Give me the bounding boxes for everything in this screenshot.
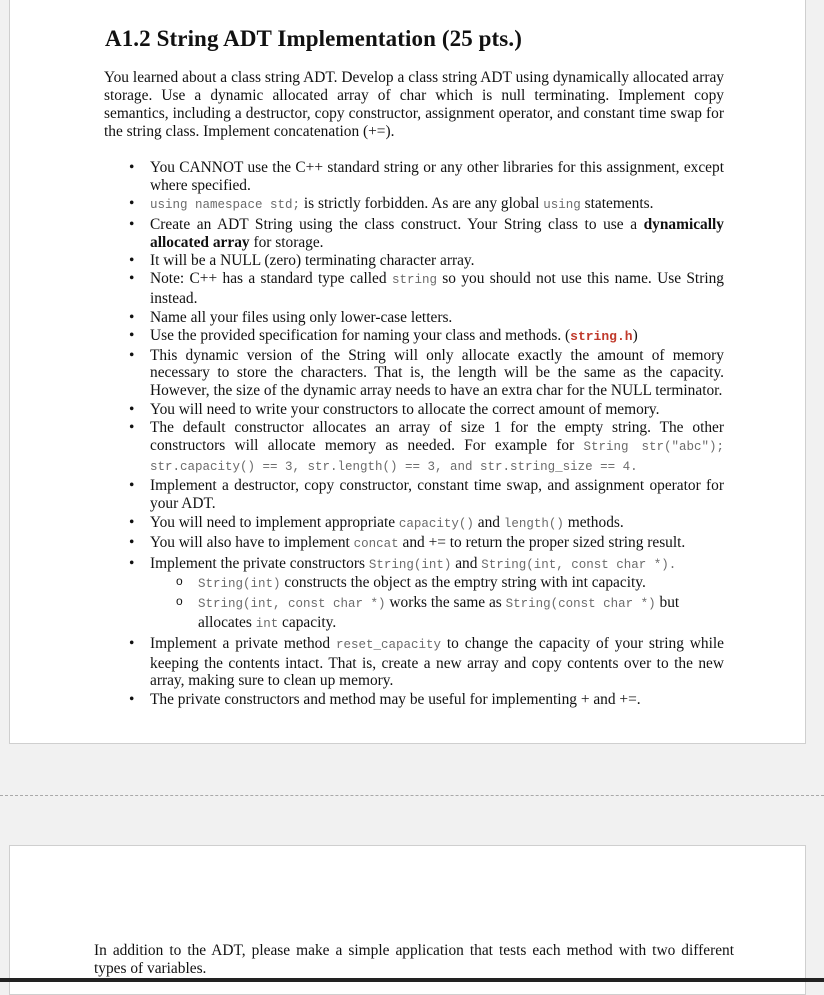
closing-paragraph: In addition to the ADT, please make a simple application that tests each method with two different types of variables.: [94, 942, 734, 977]
list-item: • Implement a private method reset_capacity to change the capacity of your string while keeping the contents intact. That is, create a new array and copy contents over to the new array, making sure to clean up memory.: [104, 635, 724, 691]
document-page-2: [9, 845, 806, 995]
list-item: • You will need to implement appropriate capacity() and length() methods.: [104, 514, 724, 534]
list-item: • using namespace std; is strictly forbidden. As are any global using statements.: [104, 195, 724, 215]
list-item: • Use the provided specification for naming your class and methods. (string.h): [104, 327, 724, 346]
list-item: • You CANNOT use the C++ standard string or any other libraries for this assignment, except where specified.: [104, 159, 724, 195]
requirements-list: [104, 159, 724, 709]
list-item: • It will be a NULL (zero) terminating character array.: [104, 252, 724, 270]
list-item: • The default constructor allocates an array of size 1 for the empty string. The other constructors will allocate memory as needed. For example for String str("abc"); str.capacity() == 3, str.length() == 3, and str.string_size == 4.: [104, 419, 724, 477]
sub-list: [150, 574, 724, 634]
section-heading: A1.2 String ADT Implementation (25 pts.): [105, 26, 522, 51]
sub-list-item: o String(int, const char *) works the same as String(const char *) but allocates int capacity.: [150, 594, 724, 634]
list-item: • The private constructors and method may be useful for implementing + and +=.: [104, 691, 724, 709]
list-item: • Name all your files using only lower-case letters.: [104, 309, 724, 327]
list-item: • You will need to write your constructors to allocate the correct amount of memory.: [104, 401, 724, 419]
list-item: • You will also have to implement concat and += to return the proper sized string result.: [104, 534, 724, 554]
intro-paragraph: You learned about a class string ADT. Develop a class string ADT using dynamically allocated array storage. Use a dynamic allocated array of char which is null terminating. Implement copy semantics, including a destructor, copy constructor, assignment operator, and constant time swap for the string class. Implement concatenation (+=).: [104, 69, 724, 140]
list-item: • Implement a destructor, copy constructor, constant time swap, and assignment operator for your ADT.: [104, 477, 724, 513]
list-item: • Implement the private constructors String(int) and String(int, const char *). o String(int) constructs the object as the emptry string with int capacity. o String(int, const char *) works the same as String(const char *) but allocates int capacity.: [104, 555, 724, 635]
page-break-divider: [0, 795, 824, 796]
window-bottom-edge: [0, 978, 824, 982]
list-item: • Create an ADT String using the class construct. Your String class to use a dynamically allocated array for storage.: [104, 216, 724, 252]
list-item: • Note: C++ has a standard type called string so you should not use this name. Use String instead.: [104, 270, 724, 308]
list-item: • This dynamic version of the String will only allocate exactly the amount of memory necessary to store the characters. That is, the length will be the same as the capacity. However, the size of the dynamic array needs to have an extra char for the NULL terminator.: [104, 347, 724, 401]
document-page-1: [9, 0, 806, 744]
sub-list-item: o String(int) constructs the object as the emptry string with int capacity.: [150, 574, 724, 594]
